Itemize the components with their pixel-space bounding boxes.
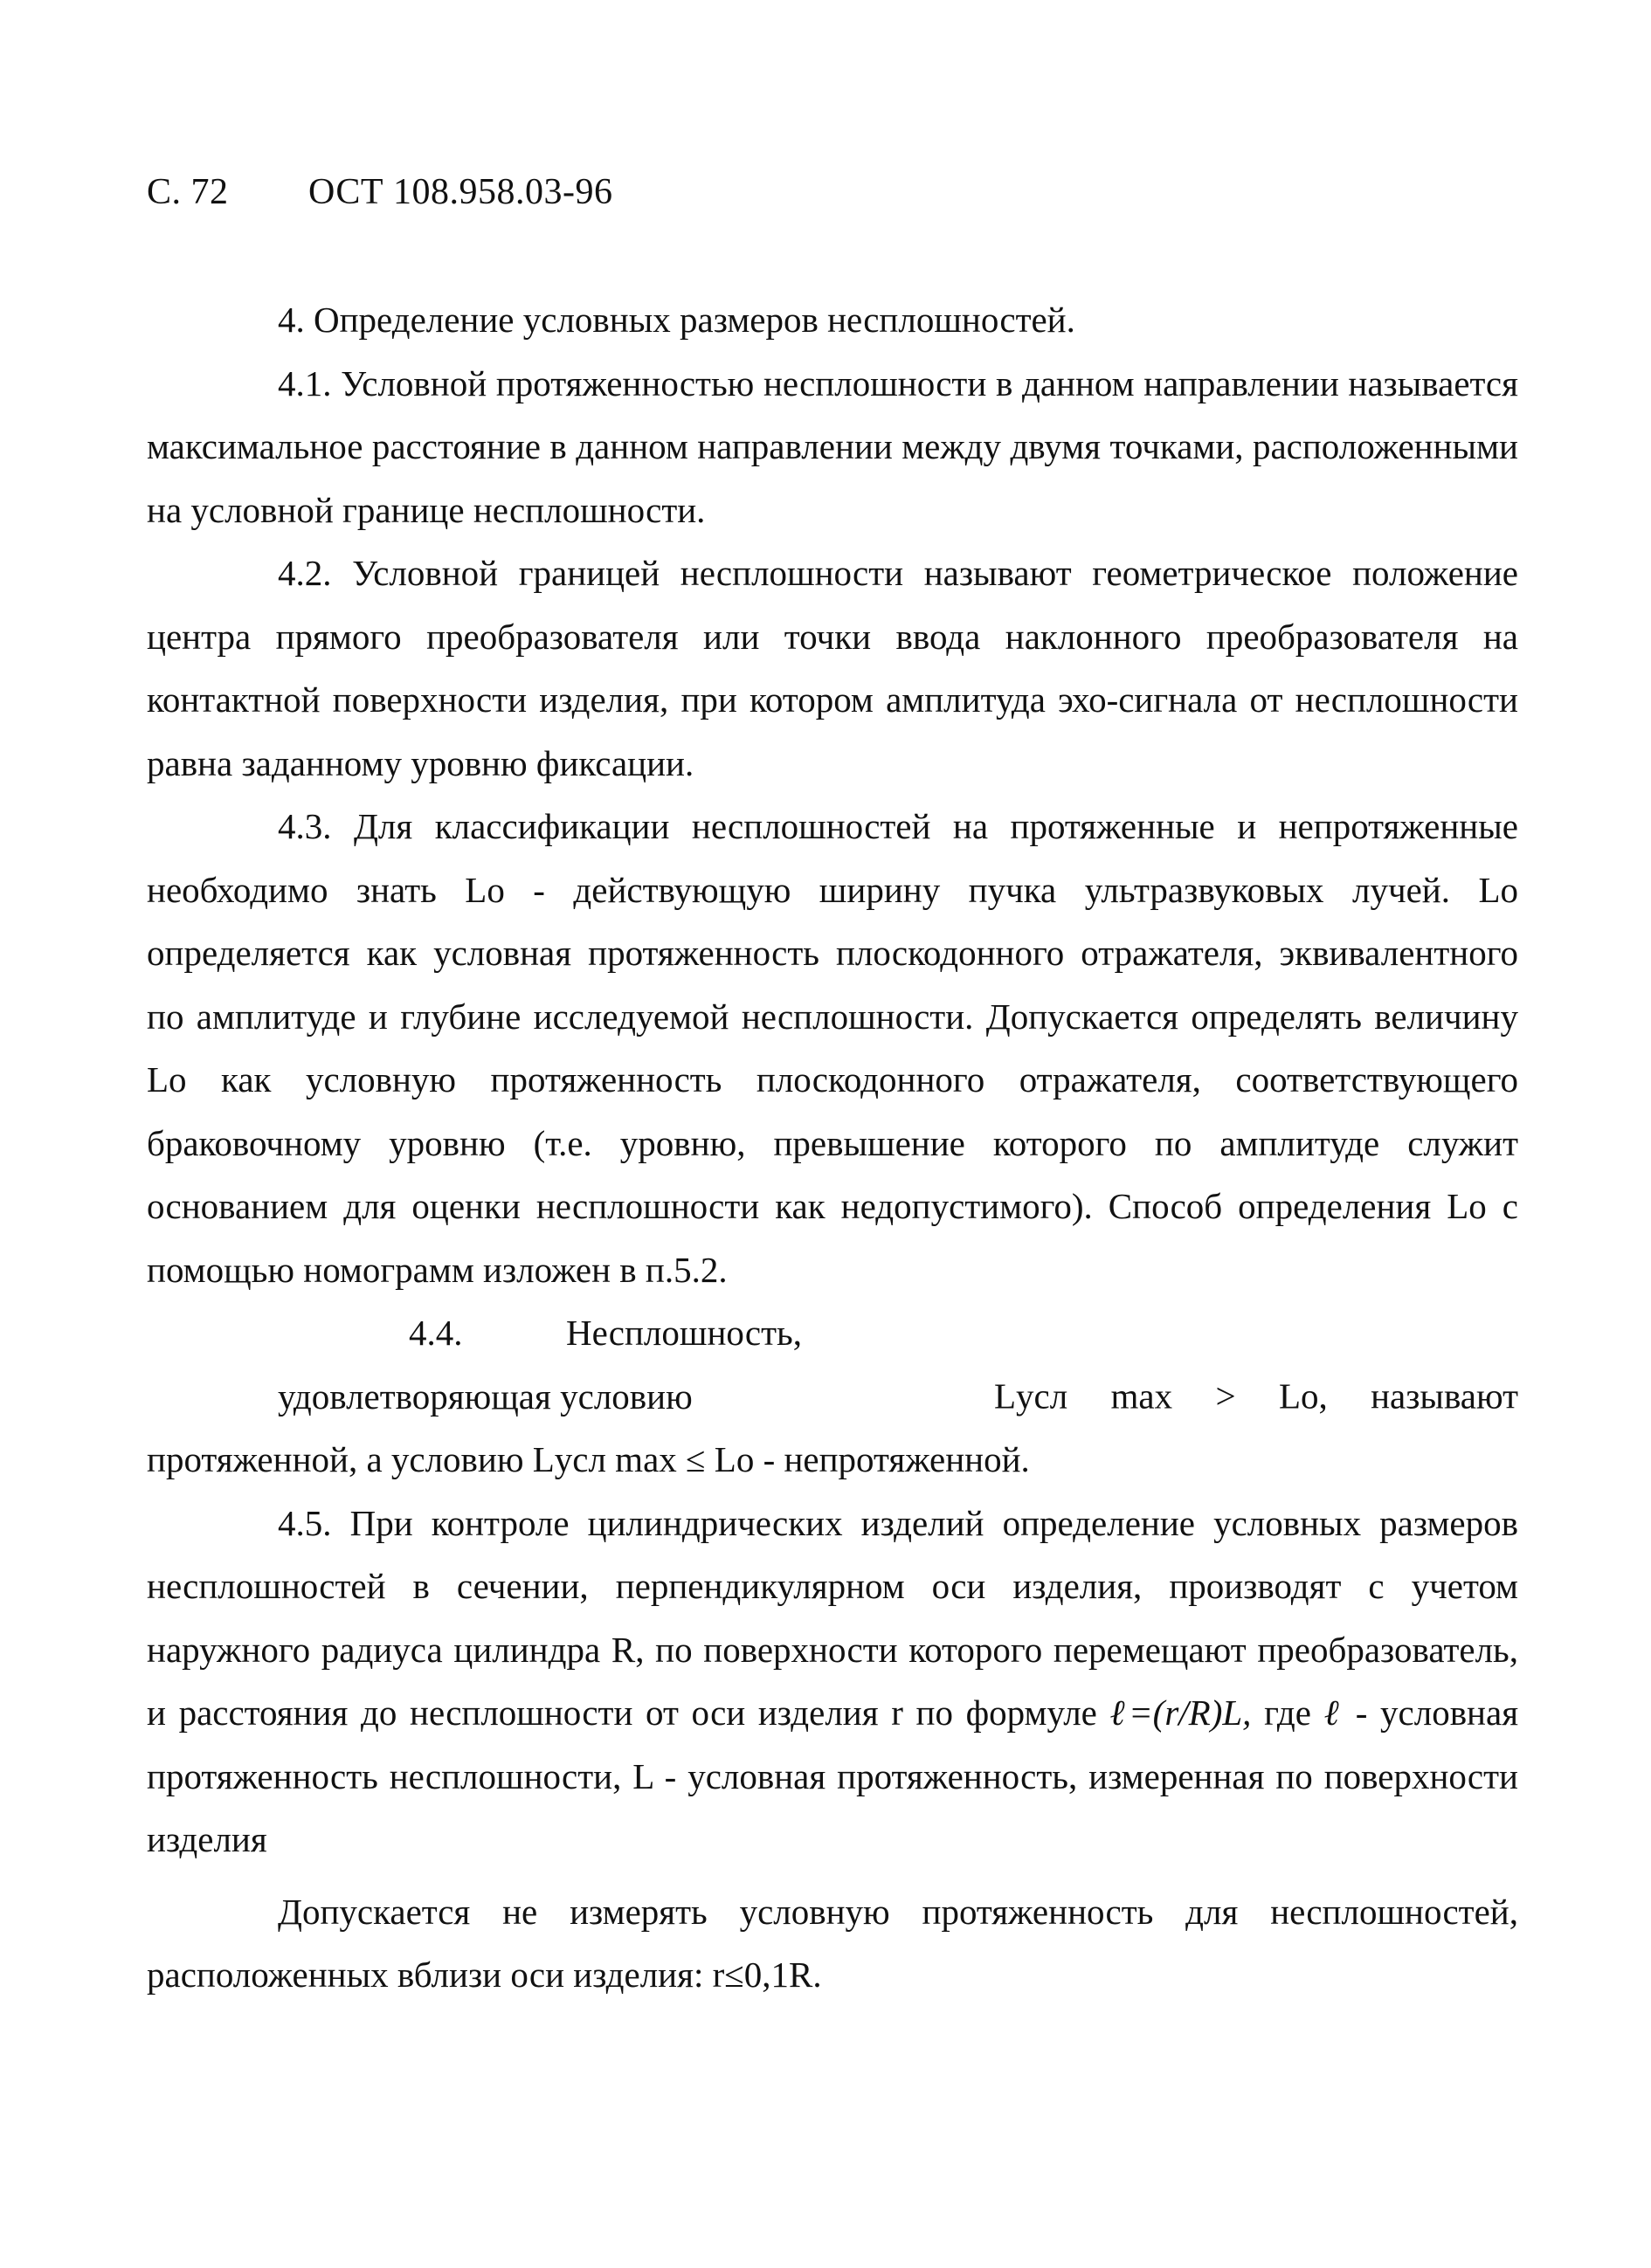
paragraph-4-4-lead: 4.4. Несплошность, удовлетворяющая условию xyxy=(278,1313,802,1417)
section-title: 4. Определение условных размеров несплошностей. xyxy=(278,300,1075,340)
length-symbol: ℓ xyxy=(1323,1692,1344,1733)
page-header xyxy=(147,171,613,213)
paragraph-4-5-lead: 4.5. При контроле цилиндрических изделий определение условных размеров несплошностей в сечении, перпендикулярном оси изделия, производят с учетом наружного радиуса цилиндра R, по поверхности которого перемещают преобразователь, и расстояния до несплошности от оси изделия r по формуле xyxy=(147,1502,1518,1733)
paragraph-last: Допускается не измерять условную протяженность для несплошностей, расположенных вблизи оси изделия: r≤0,1R. xyxy=(147,1891,1518,1995)
paragraph-4-4 xyxy=(147,1301,1518,1492)
length-formula: ℓ=(r/R)L, xyxy=(1109,1692,1252,1733)
paragraph-4-2: 4.2. Условной границей несплошности называют геометрическое положение центра прямого преобразователя или точки ввода наклонного преобразователя на контактной поверхности изделия, при котором амплитуда эхо-сигнала от несплошности равна заданному уровню фиксации. xyxy=(147,553,1518,783)
condition-formula: Lусл max > Lо, xyxy=(994,1375,1328,1417)
paragraph-4-1: 4.1. Условной протяженностью несплошности в данном направлении называется максимальное расстояние в данном направлении между двумя точками, расположенными на условной границе несплошности. xyxy=(147,362,1518,530)
paragraph-4-5-where: где xyxy=(1264,1692,1311,1733)
paragraph-4-5-tail: - условная протяженность несплошности, L - условная протяженность, измеренная по поверхности изделия xyxy=(147,1692,1519,1859)
paragraph-4-4-tail: называют протяженной, а условию Lусл max ≤ Lо - непротяженной. xyxy=(147,1375,1518,1479)
paragraph-4-5 xyxy=(147,1492,1518,1872)
standard-code: ОСТ 108.958.03-96 xyxy=(308,172,613,212)
page-number: С. 72 xyxy=(147,172,229,212)
document-body xyxy=(147,288,1518,2007)
paragraph-4-3: 4.3. Для классификации несплошностей на протяженные и непротяженные необходимо знать Lо - действующую ширину пучка ультразвуковых лучей. Lо определяется как условная протяженность плоскодонного отражателя, эквивалентного по амплитуде и глубине исследуемой несплошности. Допускается определять величину Lо как условную протяженность плоскодонного отражателя, соответствующего браковочному уровню (т.е. уровню, превышение которого по амплитуде служит основанием для оценки несплошности как недопустимого). Способ определения Lо с помощью номограмм изложен в п.5.2. xyxy=(147,806,1518,1290)
